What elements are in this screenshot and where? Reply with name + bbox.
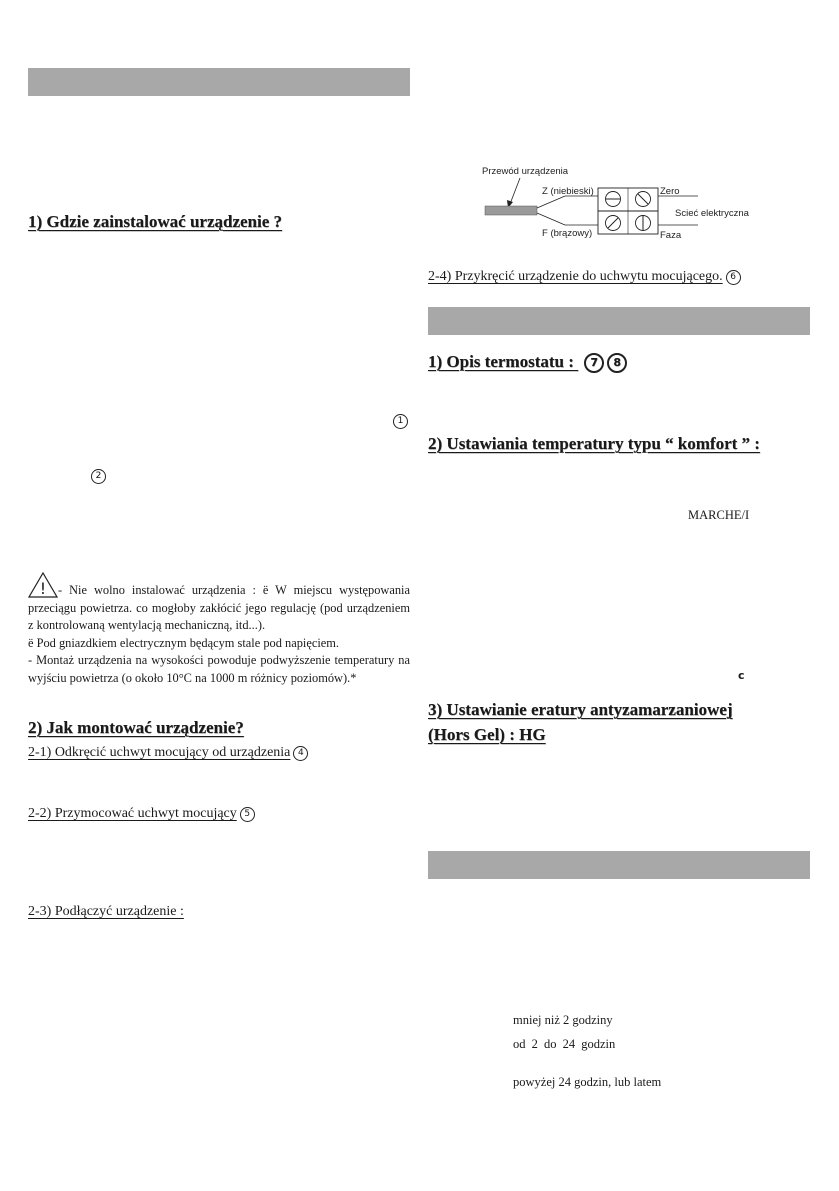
figure-ref-8: 8	[607, 353, 627, 373]
neutral-wire-label: Z (niebieski)	[542, 186, 594, 197]
figure-ref-1: 1	[390, 411, 408, 429]
heading-how-mount: 2) Jak montować urządzenie?	[28, 718, 244, 737]
heading-hg-line2: (Hors Gel) : HG	[428, 725, 546, 744]
heading-where-install: 1) Gdzie zainstalować urządzenie ?	[28, 212, 283, 231]
warning-line-2: ë Pod gniazdkiem electrycznym będącym stale pod napięciem.	[28, 635, 340, 650]
figure-ref-2: 2	[88, 466, 106, 484]
duration-2-to-24h: od 2 do 24 godzin	[513, 1037, 616, 1051]
figure-ref-5: 5	[240, 807, 255, 822]
step-2-3: 2-3) Podłączyć urządzenie :	[28, 904, 184, 919]
warning-block	[28, 572, 410, 688]
duration-less-2h: mniej niż 2 godziny	[513, 1013, 613, 1027]
section-header-bar-programming	[428, 851, 810, 879]
duration-over-24h: powyżej 24 godzin, lub latem	[513, 1075, 662, 1089]
warning-line-1: ë W miejscu występowania przeciągu powietrza. co mogłoby zakłócić jego regulację (pod urządzeniem z kontrolowaną wentylacją mechaniczną, itd...).	[28, 583, 410, 633]
step-2-4: 2-4) Przykręcić urządzenie do uchwytu mocującego. 6	[428, 269, 741, 285]
heading-thermostat: 1) Opis termostatu : 7 8	[428, 352, 627, 373]
warning-line-3: - Montaż urządzenia na wysokości powoduje podwyższenie temperatury na wyjściu powietrza (o około 10°C na 1000 m różnicy poziomów).*	[28, 653, 410, 685]
section-header-bar-usage	[428, 307, 810, 335]
marche-label: MARCHE/I	[688, 508, 750, 522]
svg-text:!: !	[39, 579, 47, 598]
warning-title: - Nie wolno instalować urządzenia :	[58, 583, 256, 597]
figure-ref-4: 4	[293, 746, 308, 761]
network-label: Scieć elektryczna	[675, 208, 749, 219]
figure-ref-7: 7	[584, 353, 604, 373]
step-2-1: 2-1) Odkręcić uchwyt mocujący od urządzenia 4	[28, 745, 308, 761]
figure-ref-6: 6	[726, 270, 741, 285]
phase-wire-label: F (brązowy)	[542, 228, 593, 239]
wiring-diagram	[470, 162, 770, 244]
heading-comfort: 2) Ustawiania temperatury typu “ komfort ” :	[428, 434, 760, 453]
zero-label: Zero	[660, 186, 680, 197]
section-header-bar-install	[28, 68, 410, 96]
step-2-2: 2-2) Przymocować uchwyt mocujący 5	[28, 806, 255, 822]
phase-label: Faza	[660, 230, 682, 241]
appliance-cable	[485, 206, 537, 215]
cable-label: Przewód urządzenia	[482, 166, 569, 177]
c-char: c	[738, 669, 745, 682]
heading-hg-line1: 3) Ustawianie eratury antyzamarzaniowej	[428, 700, 733, 719]
warning-triangle-icon	[28, 572, 58, 598]
